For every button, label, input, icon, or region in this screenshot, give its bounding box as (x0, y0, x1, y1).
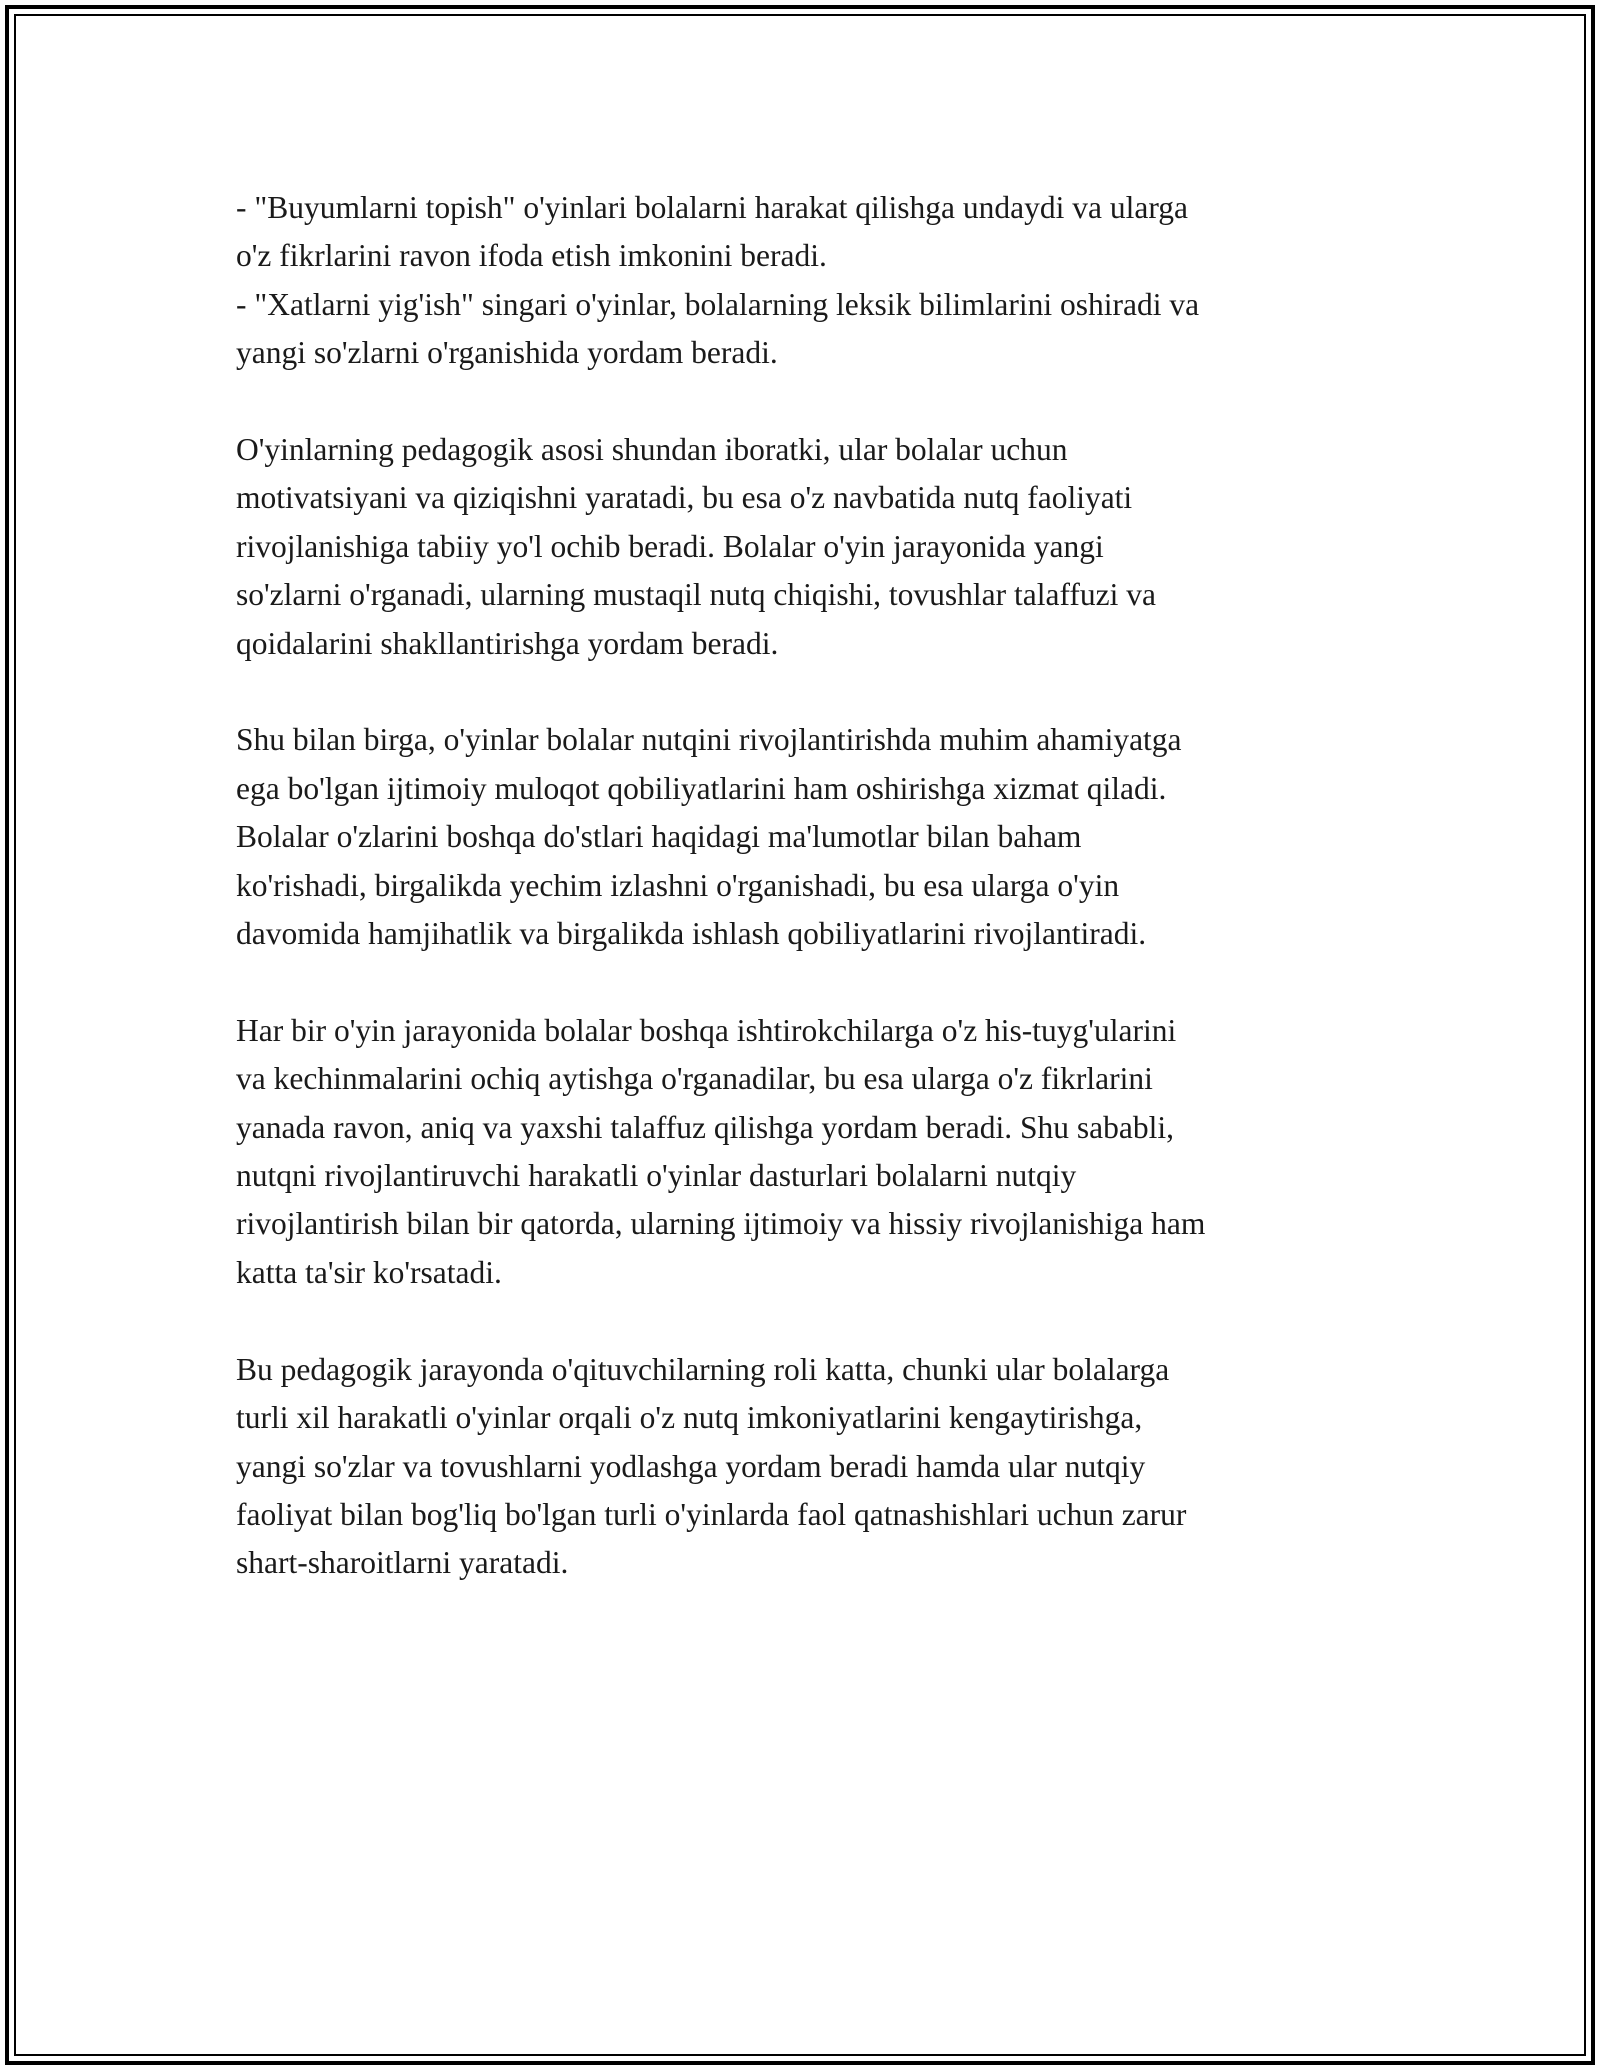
document-body (236, 184, 1386, 1636)
paragraph-pedagogical-basis (236, 426, 1386, 668)
text-line: Bu pedagogik jarayonda o'qituvchilarning roli katta, chunki ular bolalarga (236, 1351, 1170, 1387)
text-line: yangi so'zlar va tovushlarni yodlashga yordam beradi hamda ular nutqiy (236, 1448, 1146, 1484)
text-line: yanada ravon, aniq va yaxshi talaffuz qilishga yordam beradi. Shu sababli, (236, 1109, 1175, 1145)
text-line: ko'rishadi, birgalikda yechim izlashni o'rganishadi, bu esa ularga o'yin (236, 867, 1120, 903)
paragraph-emotional-development (236, 1007, 1386, 1297)
text-line: o'z fikrlarini ravon ifoda etish imkonini beradi. (236, 238, 827, 274)
paragraph-games-list (236, 184, 1386, 378)
text-line: qoidalarini shakllantirishga yordam beradi. (236, 625, 779, 661)
text-line: rivojlanishiga tabiiy yo'l ochib beradi. Bolalar o'yin jarayonida yangi (236, 528, 1104, 564)
text-line: faoliyat bilan bog'liq bo'lgan turli o'yinlarda faol qatnashishlari uchun zarur (236, 1496, 1187, 1532)
text-line: ega bo'lgan ijtimoiy muloqot qobiliyatlarini ham oshirishga xizmat qiladi. (236, 770, 1167, 806)
text-line: davomida hamjihatlik va birgalikda ishlash qobiliyatlarini rivojlantiradi. (236, 916, 1147, 952)
paragraph-social-skills (236, 716, 1386, 958)
text-line: turli xil harakatli o'yinlar orqali o'z nutq imkoniyatlarini kengaytirishga, (236, 1400, 1143, 1436)
text-line: Shu bilan birga, o'yinlar bolalar nutqini rivojlantirishda muhim ahamiyatga (236, 722, 1182, 758)
text-line: rivojlantirish bilan bir qatorda, ularning ijtimoiy va hissiy rivojlanishiga ham (236, 1206, 1206, 1242)
text-line: Bolalar o'zlarini boshqa do'stlari haqidagi ma'lumotlar bilan baham (236, 819, 1082, 855)
text-line: katta ta'sir ko'rsatadi. (236, 1254, 502, 1290)
text-line: shart-sharoitlarni yaratadi. (236, 1545, 569, 1581)
paragraph-teacher-role (236, 1346, 1386, 1588)
text-line: yangi so'zlarni o'rganishida yordam beradi. (236, 335, 778, 371)
text-line: so'zlarni o'rganadi, ularning mustaqil nutq chiqishi, tovushlar talaffuzi va (236, 577, 1156, 613)
text-line: - "Xatlarni yig'ish" singari o'yinlar, bolalarning leksik bilimlarini oshiradi va (236, 286, 1200, 322)
text-line: va kechinmalarini ochiq aytishga o'rganadilar, bu esa ularga o'z fikrlarini (236, 1061, 1153, 1097)
text-line: nutqni rivojlantiruvchi harakatli o'yinlar dasturlari bolalarni nutqiy (236, 1158, 1077, 1194)
text-line: O'yinlarning pedagogik asosi shundan iboratki, ular bolalar uchun (236, 432, 1068, 468)
text-line: motivatsiyani va qiziqishni yaratadi, bu esa o'z navbatida nutq faoliyati (236, 480, 1133, 516)
text-line: - "Buyumlarni topish" o'yinlari bolalarni harakat qilishga undaydi va ularga (236, 190, 1188, 225)
text-line: Har bir o'yin jarayonida bolalar boshqa ishtirokchilarga o'z his-tuyg'ularini (236, 1012, 1177, 1048)
